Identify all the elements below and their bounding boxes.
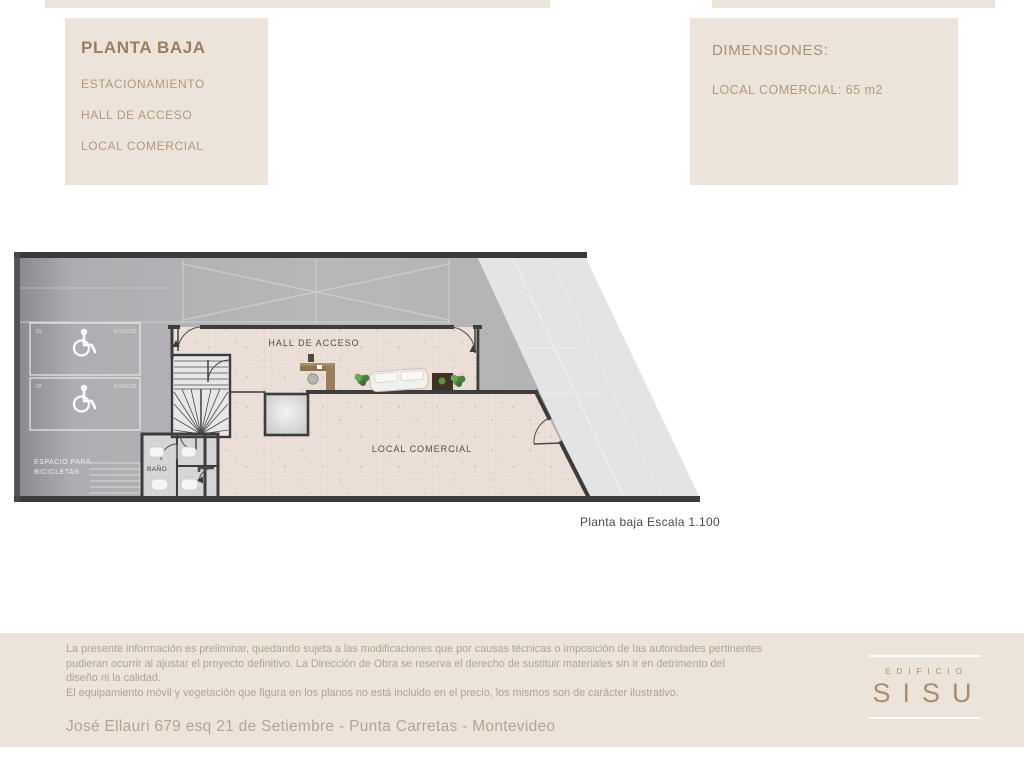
top-edge-strip-left: [45, 0, 550, 8]
bikes-label-line2: BICICLETAS: [34, 469, 80, 476]
disclaimer-line: La presente información es preliminar, quedando sujeta a las modificaciones que por causas técnicas o imposición de las autoridades pertinentes: [66, 643, 763, 655]
dimensions-title: DIMENSIONES:: [712, 42, 829, 59]
elevator-shaft: [265, 394, 308, 435]
legend-item-local: LOCAL COMERCIAL: [81, 139, 204, 153]
address-line: José Ellauri 679 esq 21 de Setiembre - Punta Carretas - Montevideo: [66, 718, 556, 735]
floor-plan-drawing: [12, 248, 712, 510]
disclaimer-line: El equipamiento móvil y vegetación que figura en los planos no está incluido en el precio, los mismos son de carácter ilustrativo.: [66, 686, 679, 699]
bottom-street-edge: [14, 496, 700, 502]
local-comercial-label: LOCAL COMERCIAL: [371, 444, 473, 454]
disclaimer-line: pudieran ocurrir al ajustar el proyecto definitivo. La Dirección de Obra se reserva el derecho de sustituir materiales sin ir en detrimento del: [66, 657, 725, 670]
legend-item-estacionamiento: ESTACIONAMIENTO: [81, 77, 205, 91]
dimensions-local-comercial: LOCAL COMERCIAL: 65 m2: [712, 83, 884, 97]
page-title: PLANTA BAJA: [81, 38, 206, 57]
disclaimer-text: [66, 642, 776, 700]
edificio-sisu-logo: [862, 655, 988, 719]
legend-item-hall: HALL DE ACCESO: [81, 108, 193, 122]
hall-label: HALL DE ACCESO: [268, 338, 360, 348]
disclaimer-line: diseño ni la calidad.: [66, 672, 161, 684]
stall-1-dimension: 4.30x2.25: [114, 329, 136, 335]
footer: [0, 633, 1024, 747]
bikes-label-line1: ESPACIO PARA: [34, 459, 92, 466]
floor-plan-svg: [12, 248, 712, 510]
staircase: [172, 355, 230, 437]
top-edge-strip-right: [712, 0, 995, 8]
logo-rule-bottom: [869, 717, 981, 719]
legend-panel: [65, 18, 268, 185]
top-street-edge: [14, 252, 587, 258]
dimensions-panel: [690, 18, 958, 185]
plan-caption: Planta baja Escala 1.100: [580, 515, 720, 529]
stall-2-number: 02: [36, 384, 42, 390]
logo-rule-top: [869, 655, 981, 657]
stall-2-dimension: 4.30x2.25: [114, 384, 136, 390]
stall-1-number: 01: [36, 329, 42, 335]
sofa: [369, 368, 428, 392]
side-table: [432, 373, 453, 390]
left-street-edge: [14, 252, 20, 502]
logo-sisu-text: SISU: [872, 678, 984, 708]
bano-label: BAÑO: [147, 466, 168, 473]
logo-edificio-text: EDIFICIO: [885, 667, 968, 676]
